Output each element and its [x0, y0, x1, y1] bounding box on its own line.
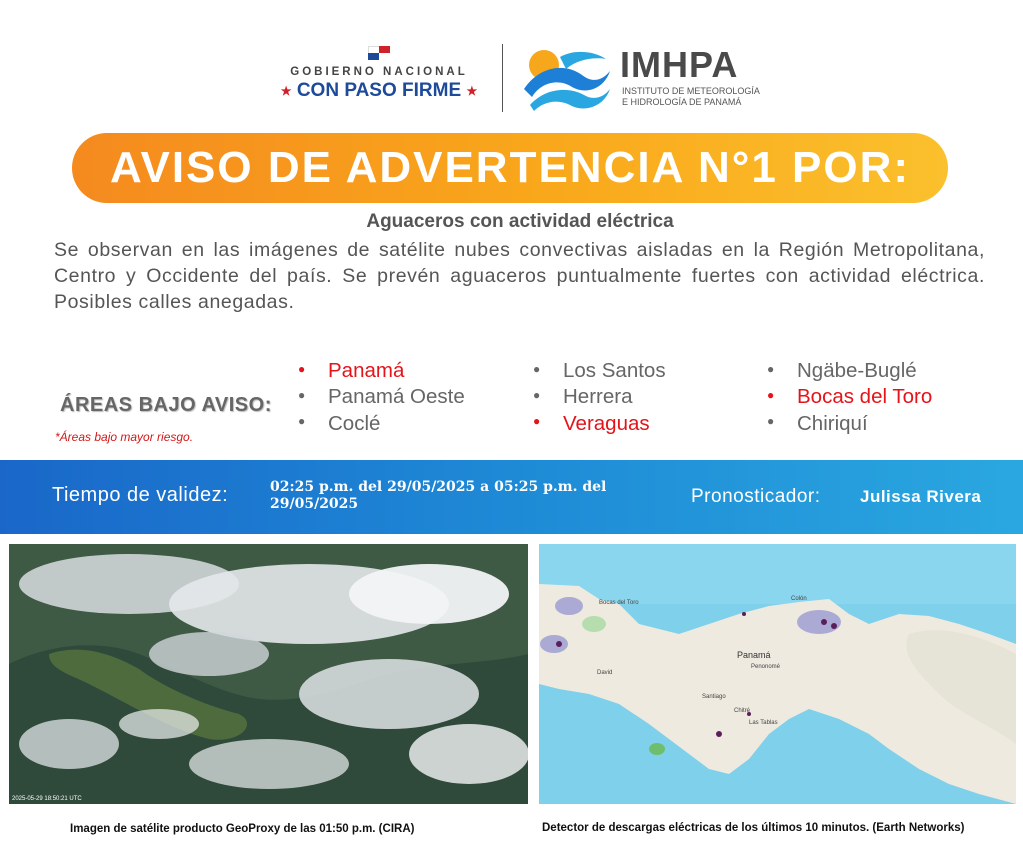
areas-label: ÁREAS BAJO AVISO:: [60, 394, 272, 416]
areas-column-2: [533, 358, 666, 437]
lightning-map: [539, 544, 1016, 804]
map-label: Panamá: [737, 650, 771, 660]
area-item: ● Panamá: [298, 359, 405, 382]
warning-subtitle: Aguaceros con actividad eléctrica: [366, 211, 674, 232]
satellite-timestamp: 2025-05-29 18:50:21 UTC: [12, 796, 82, 802]
map-label: David: [597, 670, 613, 676]
lightning-caption: Detector de descargas eléctricas de los últimos 10 minutos. (Earth Networks): [542, 822, 965, 834]
area-item: ● Coclé: [298, 411, 381, 435]
map-label: Bocas del Toro: [599, 600, 639, 606]
area-item: ● Veraguas: [533, 411, 650, 435]
satellite-image: [9, 544, 528, 804]
gov-line2: ★ CON PASO FIRME ★: [280, 80, 478, 101]
validity-label: Tiempo de validez:: [52, 484, 229, 506]
forecaster-label: Pronosticador:: [691, 486, 821, 507]
warning-description: Se observan en las imágenes de satélite nubes convectivas aisladas en la Región Metropolitana, Centro y Occidente del país. Se prevén aguaceros puntualmente fuertes con actividad eléctrica. Posibles calles anegadas.: [54, 239, 985, 313]
map-label: Las Tablas: [749, 720, 778, 726]
validity-value: 02:25 p.m. del 29/05/2025 a 05:25 p.m. del 29/05/2025: [270, 479, 607, 512]
area-item: ● Bocas del Toro: [767, 385, 933, 409]
area-item: ● Chiriquí: [767, 411, 868, 435]
warning-banner: AVISO DE ADVERTENCIA N°1 POR:: [72, 133, 948, 203]
map-label: Colón: [791, 596, 807, 602]
panama-flag-icon: [368, 46, 390, 60]
forecaster-name: Julissa Rivera: [860, 487, 982, 506]
areas-column-1: [298, 358, 465, 437]
area-item: ● Panamá Oeste: [298, 385, 465, 409]
area-item: ● Los Santos: [533, 359, 666, 382]
areas-note: *Áreas bajo mayor riesgo.: [55, 430, 194, 444]
header-divider: [502, 44, 503, 112]
map-label: Santiago: [702, 694, 726, 700]
gobierno-logo: [270, 46, 488, 102]
map-label: Chitré: [734, 708, 751, 714]
area-item: ● Herrera: [533, 385, 633, 409]
imhpa-logo-icon: [520, 45, 612, 113]
area-item: ● Ngäbe-Buglé: [767, 359, 917, 382]
map-label: Penonomé: [751, 664, 781, 670]
agency-name: IMHPA: [620, 44, 739, 85]
areas-column-3: [767, 358, 932, 437]
agency-subtitle: INSTITUTO DE METEOROLOGÍA E HIDROLOGÍA DE PANAMÁ: [622, 86, 760, 107]
satellite-caption: Imagen de satélite producto GeoProxy de las 01:50 p.m. (CIRA): [70, 823, 415, 835]
gov-line1: GOBIERNO NACIONAL: [290, 66, 468, 78]
